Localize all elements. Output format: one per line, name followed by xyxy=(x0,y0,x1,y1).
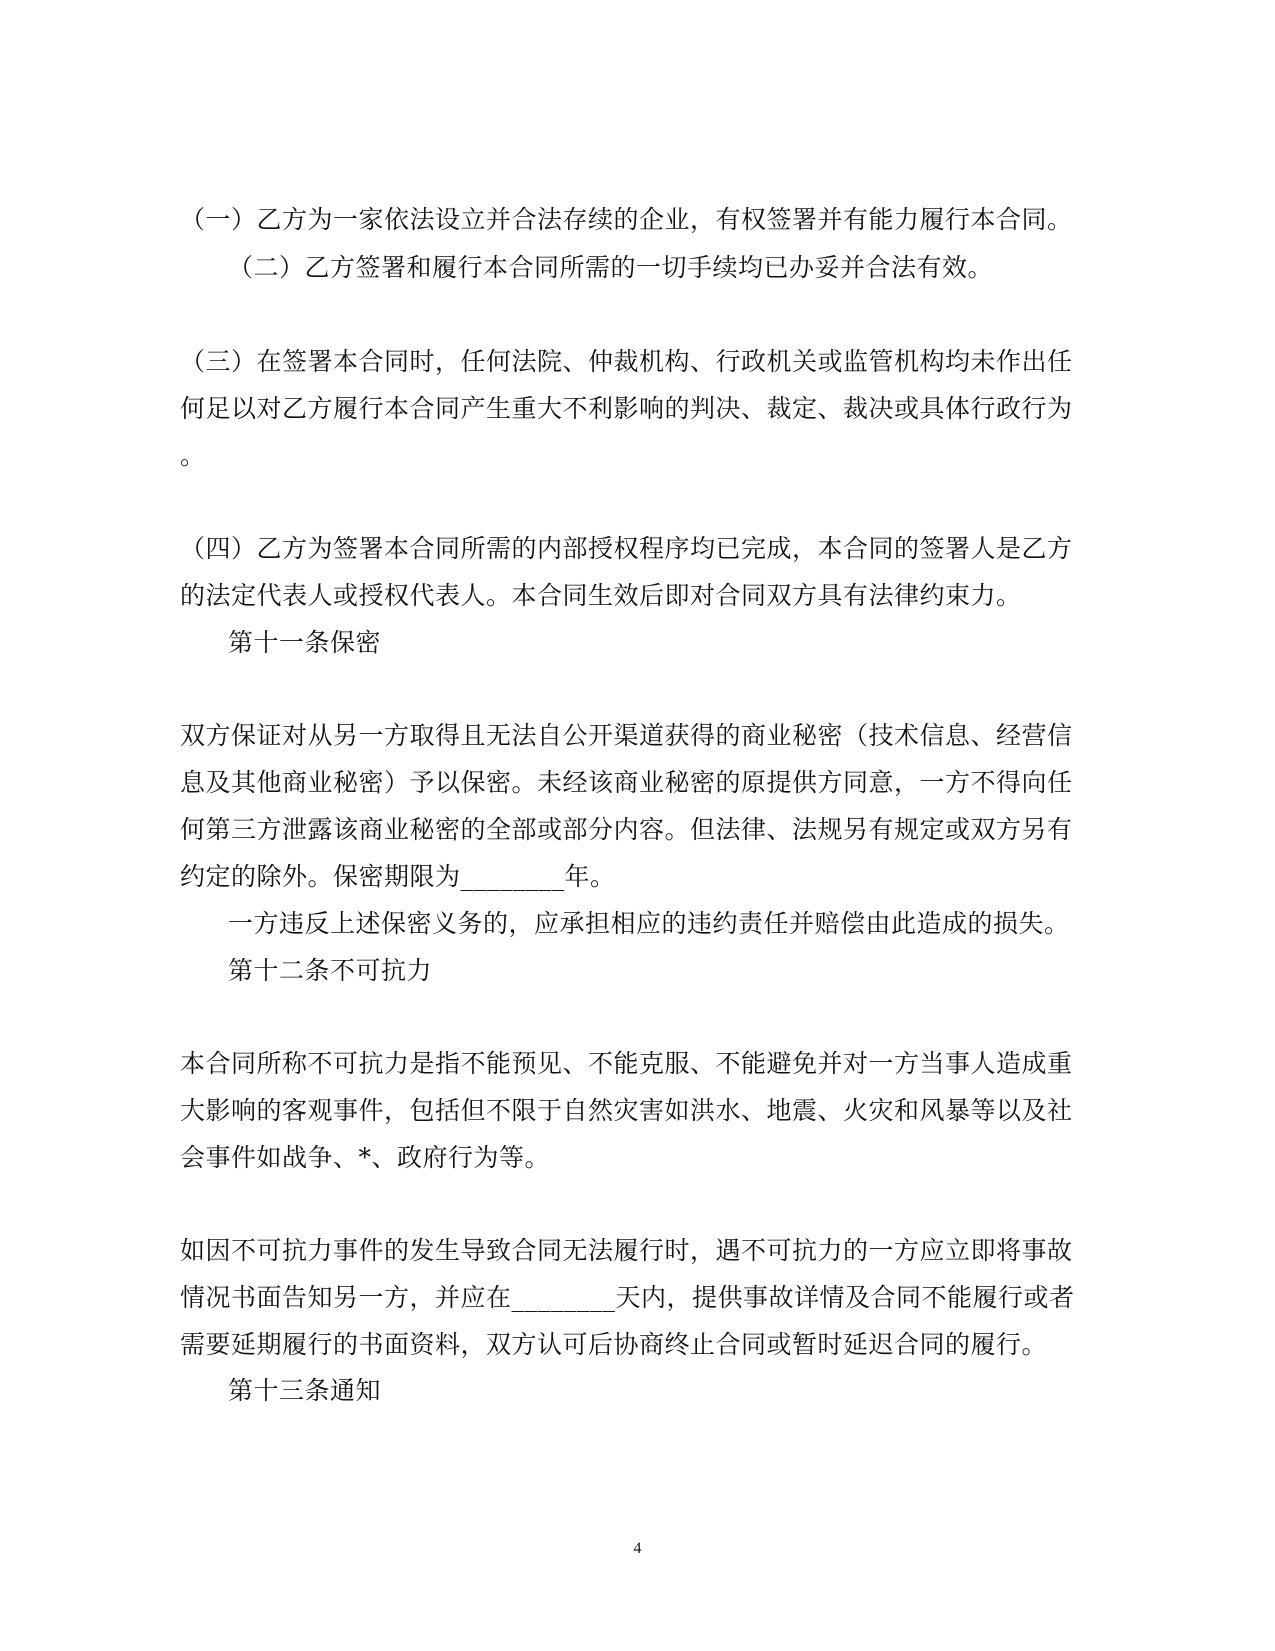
clause-line-2: （二）乙方签署和履行本合同所需的一切手续均已办妥并合法有效。 xyxy=(228,253,994,282)
page-number: 4 xyxy=(633,1540,642,1557)
article-heading-12: 第十二条不可抗力 xyxy=(228,956,433,985)
clause-line-18: 需要延期履行的书面资料，双方认可后协商终止合同或暂时延迟合同的履行。 xyxy=(180,1330,1048,1359)
clause-line-12: 一方违反上述保密义务的，应承担相应的违约责任并赔偿由此造成的损失。 xyxy=(228,909,1070,938)
clause-line-13: 本合同所称不可抗力是指不能预见、不能克服、不能避免并对一方当事人造成重 xyxy=(180,1049,1073,1078)
clause-line-1: （一）乙方为一家依法设立并合法存续的企业，有权签署并有能力履行本合同。 xyxy=(180,205,1073,234)
clause-line-15: 会事件如战争、*、政府行为等。 xyxy=(180,1143,551,1172)
clause-line-4: 何足以对乙方履行本合同产生重大不利影响的判决、裁定、裁决或具体行政行为 xyxy=(180,394,1073,423)
article-heading-13: 第十三条通知 xyxy=(228,1376,382,1405)
clause-line-3: （三）在签署本合同时，任何法院、仲裁机构、行政机关或监管机构均未作出任 xyxy=(180,347,1073,376)
clause-line-6: （四）乙方为签署本合同所需的内部授权程序均已完成，本合同的签署人是乙方 xyxy=(180,534,1073,563)
clause-line-14: 大影响的客观事件，包括但不限于自然灾害如洪水、地震、火灾和风暴等以及社 xyxy=(180,1096,1073,1125)
clause-line-5: 。 xyxy=(180,441,206,470)
clause-line-17: 情况书面告知另一方，并应在________天内，提供事故详情及合同不能履行或者 xyxy=(180,1283,1075,1312)
clause-line-10: 何第三方泄露该商业秘密的全部或部分内容。但法律、法规另有规定或双方另有 xyxy=(180,815,1073,844)
clause-line-16: 如因不可抗力事件的发生导致合同无法履行时，遇不可抗力的一方应立即将事故 xyxy=(180,1236,1073,1265)
clause-line-7: 的法定代表人或授权代表人。本合同生效后即对合同双方具有法律约束力。 xyxy=(180,581,1022,610)
clause-line-9: 息及其他商业秘密）予以保密。未经该商业秘密的原提供方同意，一方不得向任 xyxy=(180,768,1073,797)
clause-line-11: 约定的除外。保密期限为________年。 xyxy=(180,862,616,891)
article-heading-11: 第十一条保密 xyxy=(228,628,382,657)
clause-line-8: 双方保证对从另一方取得且无法自公开渠道获得的商业秘密（技术信息、经营信 xyxy=(180,721,1073,750)
